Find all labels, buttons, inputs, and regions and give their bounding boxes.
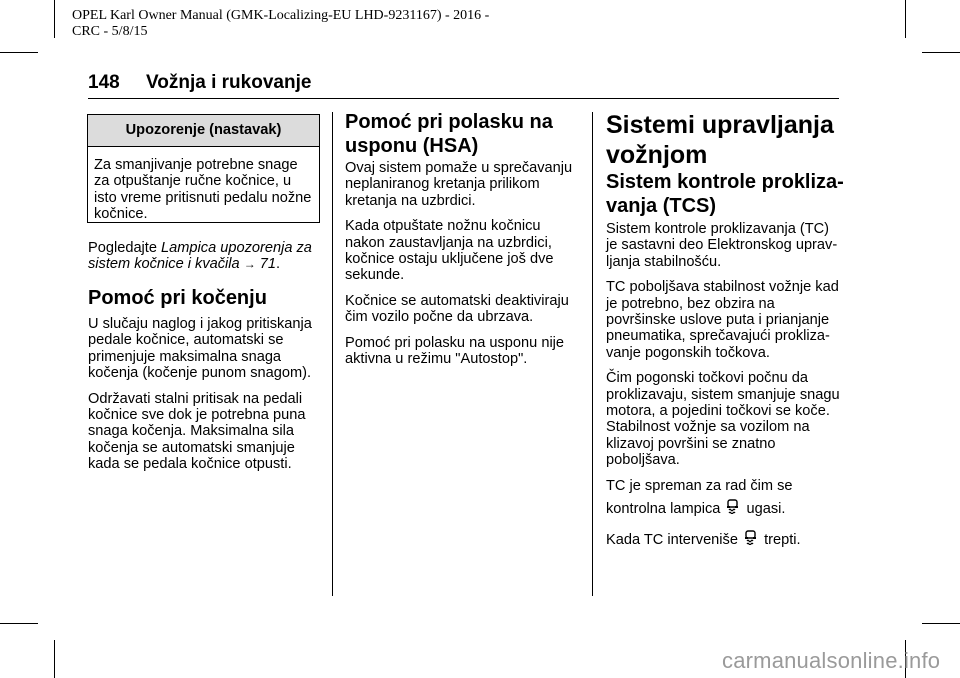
xref-title-1[interactable]: Lampica upozorenja za [161, 240, 312, 256]
crop-mark-bottom-right-h [922, 623, 960, 624]
column-divider-1 [332, 112, 333, 596]
xref-title-2[interactable]: sistem kočnice i kvačila [88, 256, 240, 273]
paragraph: Pomoć pri polasku na usponu nije aktivna u režimu "Autostop". [345, 334, 565, 368]
section-heading-brake-assist: Pomoć pri kočenju [88, 287, 267, 309]
paragraph: Sistem kontrole proklizavanja (TC) je sastavni deo Elektronskog uprav- ljanja stabilnošću. [606, 221, 838, 270]
paragraph: Čim pogonski točkovi počnu da proklizavaju, sistem smanjuje snagu motora, a pojedini točkovi se koče. Stabilnost vožnje sa vozilom na klizavoj površini se znatno poboljšava. [606, 370, 840, 469]
doc-header-line-2: CRC - 5/8/15 [72, 24, 148, 39]
warning-line: za otpuštanje ručne kočnice, u [94, 173, 292, 190]
crop-mark-top-left-v [54, 0, 55, 38]
warning-body [88, 147, 319, 231]
page-number: 148 [88, 72, 120, 93]
paragraph-tc-intervene: Kada TC interveniše trepti. [606, 531, 801, 548]
section-heading-tcs: Sistem kontrole prokliza- vanja (TCS) [606, 171, 844, 217]
xref-prefix: Pogledajte [88, 240, 162, 256]
xref-suffix: . [276, 256, 281, 273]
page-heading [88, 72, 311, 94]
crop-mark-top-left-h [0, 52, 38, 53]
chapter-title: Sistemi upravljanja vožnjom [606, 111, 834, 169]
xref-arrow-icon: → [243, 257, 256, 272]
paragraph-tc-ready: TC je spreman za rad čim se kontrolna lampica ugasi. [606, 477, 793, 518]
cross-reference [88, 240, 324, 273]
xref-page[interactable]: 71 [259, 256, 277, 273]
warning-title: Upozorenje (nastavak) [88, 115, 319, 147]
tc-warning-lamp-icon [726, 499, 739, 514]
crop-mark-top-right-v [905, 0, 906, 38]
column-divider-2 [592, 112, 593, 596]
header-rule [88, 98, 839, 99]
crop-mark-bottom-left-v [54, 640, 55, 678]
col3-body [606, 221, 851, 557]
crop-mark-bottom-left-h [0, 623, 38, 624]
paragraph: Kočnice se automatski deaktiviraju čim vozilo počne da ubrzava. [345, 292, 569, 326]
warning-line: Za smanjivanje potrebne snage [94, 157, 298, 173]
doc-header-line-1: OPEL Karl Owner Manual (GMK-Localizing-EU LHD-9231167) - 2016 - [72, 8, 490, 23]
col2-body [345, 160, 585, 376]
crop-mark-top-right-h [922, 52, 960, 53]
paragraph: Kada otpuštate nožnu kočnicu nakon zaustavljanja na uzbrdici, kočnice ostaju uključene još dve sekunde. [345, 218, 554, 284]
paragraph: Ovaj sistem pomaže u sprečavanju neplaniranog kretanja prilikom kretanja na uzbrdici. [345, 160, 573, 209]
warning-box [87, 114, 320, 223]
tc-warning-lamp-icon [744, 530, 757, 545]
section-heading-hsa: Pomoć pri polasku na usponu (HSA) [345, 111, 553, 157]
page-title: Vožnja i rukovanje [146, 72, 312, 93]
paragraph: TC poboljšava stabilnost vožnje kad je potrebno, bez obzira na površinske uslove puta i prianjanje pneumatika, sprečavajući prokliza- vanje pogonskih točkova. [606, 279, 839, 361]
paragraph: U slučaju naglog i jakog pritiskanja pedale kočnice, automatski se primenjuje maksimalna snaga kočenja (kočenje punom snagom). [88, 316, 312, 382]
col1-body [88, 316, 328, 482]
warning-line: isto vreme pritisnuti pedalu nožne [94, 189, 312, 206]
watermark: carmanualsonline.info [722, 648, 941, 673]
paragraph: Održavati stalni pritisak na pedali kočnice sve dok je potrebna puna snaga kočenja. Maksimalna sila kočenja se automatski smanjuje kada se pedala kočnice otpusti. [88, 390, 306, 473]
warning-line: kočnice. [94, 206, 148, 223]
